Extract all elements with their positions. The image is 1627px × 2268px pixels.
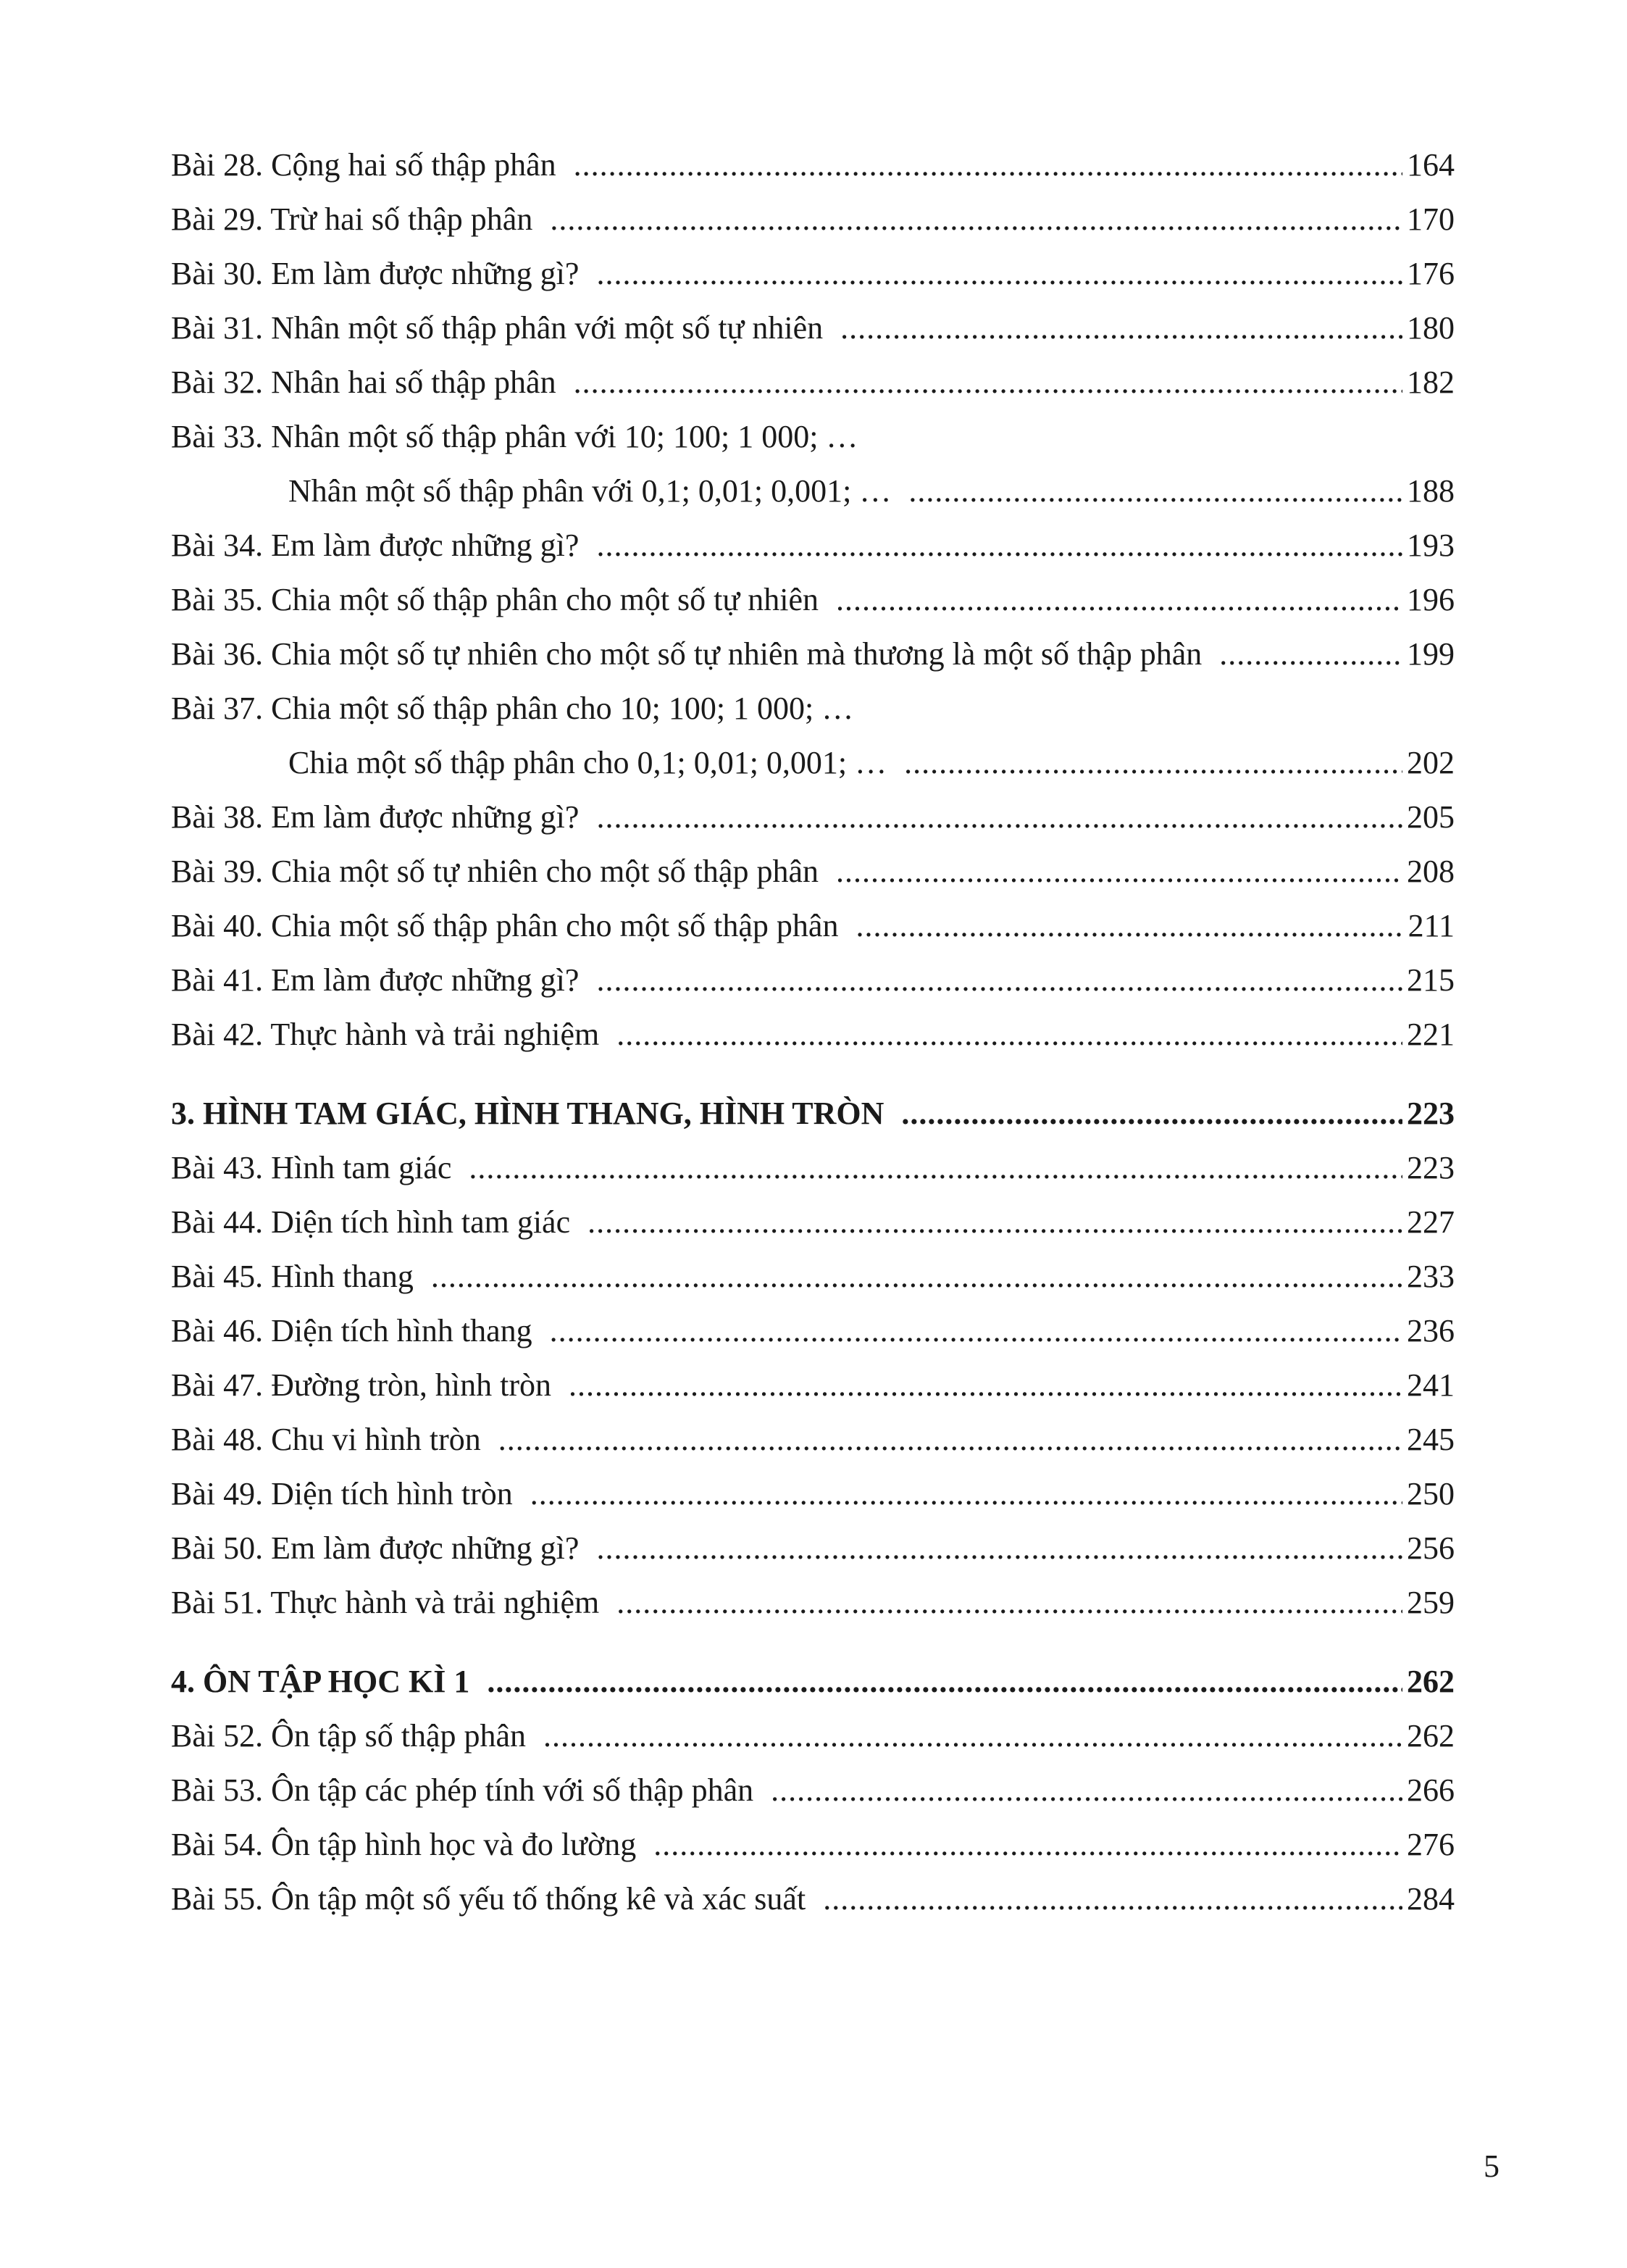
toc-entry: [171, 1249, 1455, 1304]
lesson-title: Trừ hai số thập phân: [270, 201, 533, 237]
toc-entry: [171, 355, 1455, 409]
lesson-title: Đường tròn, hình tròn: [271, 1367, 551, 1403]
lesson-number: Bài 33.: [171, 419, 264, 454]
toc-entry: [171, 1358, 1455, 1412]
section-title: 3. HÌNH TAM GIÁC, HÌNH THANG, HÌNH TRÒN: [171, 1096, 884, 1131]
dot-leader: [836, 572, 1402, 627]
toc-entry: [171, 1763, 1455, 1817]
lesson-number: Bài 51.: [171, 1585, 264, 1620]
page-ref: 180: [1407, 310, 1455, 346]
toc-section-heading: [171, 1086, 1455, 1141]
dot-leader: [543, 1709, 1402, 1763]
lesson-number: Bài 31.: [171, 310, 264, 346]
lesson-number: Bài 50.: [171, 1530, 264, 1566]
toc-entry: [171, 246, 1455, 301]
toc-entry: [171, 192, 1455, 246]
toc-entry: [171, 899, 1455, 953]
table-of-contents: [171, 138, 1455, 1926]
page-ref: 223: [1407, 1150, 1455, 1185]
page-ref: 205: [1407, 799, 1455, 835]
dot-leader: [569, 1358, 1402, 1412]
dot-leader: [498, 1412, 1402, 1467]
toc-entry: [171, 409, 1455, 464]
page-ref: 170: [1407, 201, 1455, 237]
dot-leader: [487, 1654, 1402, 1709]
toc-entry: [171, 1007, 1455, 1062]
page-ref: 164: [1407, 147, 1455, 183]
lesson-number: Bài 45.: [171, 1259, 264, 1294]
lesson-title: Hình tam giác: [271, 1150, 452, 1185]
lesson-title: Nhân một số thập phân với 10; 100; 1 000; …: [271, 419, 858, 454]
page-ref: 211: [1408, 908, 1455, 943]
toc-entry: [171, 138, 1455, 192]
dot-leader: [771, 1763, 1402, 1817]
lesson-number: Bài 47.: [171, 1367, 264, 1403]
lesson-title: Chia một số thập phân cho 0,1; 0,01; 0,001; …: [288, 745, 887, 780]
toc-entry: [171, 1304, 1455, 1358]
lesson-title: Em làm được những gì?: [271, 1530, 580, 1566]
toc-entry-text: [288, 464, 891, 518]
lesson-title: Chia một số tự nhiên cho một số thập phân: [271, 854, 819, 889]
lesson-title: Diện tích hình tam giác: [271, 1204, 571, 1240]
toc-entry-text: [171, 1654, 469, 1709]
toc-entry-text: [171, 953, 579, 1007]
dot-leader: [1219, 627, 1402, 681]
toc-entry: [171, 1872, 1455, 1926]
page-ref: 276: [1407, 1827, 1455, 1862]
lesson-title: Nhân hai số thập phân: [271, 364, 556, 400]
toc-entry-text: [171, 1467, 513, 1521]
toc-entry-text: [171, 355, 556, 409]
toc-entry: [171, 844, 1455, 899]
page-ref: 245: [1407, 1422, 1455, 1457]
lesson-number: Bài 32.: [171, 364, 264, 400]
page-ref: 196: [1407, 582, 1455, 617]
dot-leader: [596, 953, 1402, 1007]
dot-leader: [908, 464, 1402, 518]
toc-entry-text: [171, 138, 556, 192]
lesson-number: Bài 49.: [171, 1476, 264, 1512]
lesson-title: Diện tích hình thang: [271, 1313, 532, 1348]
lesson-title: Hình thang: [271, 1259, 414, 1294]
page-ref: 256: [1407, 1530, 1455, 1566]
dot-leader: [469, 1141, 1402, 1195]
lesson-number: Bài 35.: [171, 582, 264, 617]
dot-leader: [587, 1195, 1402, 1249]
lesson-title: Diện tích hình tròn: [271, 1476, 513, 1512]
toc-entry-text: [171, 790, 579, 844]
page-ref: 259: [1407, 1585, 1455, 1620]
lesson-number: Bài 55.: [171, 1881, 264, 1917]
lesson-number: Bài 41.: [171, 962, 264, 998]
toc-entry-text: [171, 572, 819, 627]
dot-leader: [616, 1007, 1402, 1062]
page-ref: 215: [1407, 962, 1455, 998]
lesson-number: Bài 30.: [171, 256, 264, 291]
lesson-title: Ôn tập một số yếu tố thống kê và xác suất: [271, 1881, 806, 1917]
toc-entry-text: [171, 1195, 570, 1249]
page-ref: 262: [1407, 1664, 1455, 1699]
lesson-title: Chia một số thập phân cho một số thập phân: [271, 908, 839, 943]
toc-entry: [171, 790, 1455, 844]
toc-entry: [171, 953, 1455, 1007]
toc-entry-text: [171, 1007, 599, 1062]
lesson-number: Bài 52.: [171, 1718, 264, 1754]
dot-leader: [530, 1467, 1402, 1521]
lesson-number: Bài 48.: [171, 1422, 264, 1457]
lesson-number: Bài 43.: [171, 1150, 264, 1185]
lesson-title: Chia một số thập phân cho một số tự nhiên: [271, 582, 819, 617]
toc-entry: [171, 518, 1455, 572]
lesson-title: Nhân một số thập phân với một số tự nhiên: [271, 310, 824, 346]
lesson-number: Bài 53.: [171, 1772, 264, 1808]
toc-entry-text: [171, 1086, 884, 1141]
lesson-number: Bài 40.: [171, 908, 264, 943]
section-title: 4. ÔN TẬP HỌC KÌ 1: [171, 1664, 470, 1699]
page-ref: 223: [1407, 1096, 1455, 1131]
lesson-title: Thực hành và trải nghiệm: [270, 1585, 600, 1620]
page-ref: 236: [1407, 1313, 1455, 1348]
toc-entry: [171, 1467, 1455, 1521]
toc-entry-text: [171, 246, 579, 301]
dot-leader: [616, 1575, 1402, 1630]
page-ref: 208: [1407, 854, 1455, 889]
page-ref: 250: [1407, 1476, 1455, 1512]
lesson-title: Ôn tập số thập phân: [271, 1718, 527, 1754]
page-ref: 193: [1407, 528, 1455, 563]
toc-entry: [171, 1575, 1455, 1630]
toc-entry-text: [171, 627, 1202, 681]
page-ref: 221: [1407, 1017, 1455, 1052]
toc-section-heading: [171, 1654, 1455, 1709]
toc-entry-text: [171, 192, 532, 246]
dot-leader: [856, 899, 1403, 953]
toc-entry-text: [171, 1872, 806, 1926]
page-ref: 266: [1407, 1772, 1455, 1808]
toc-entry-text: [288, 735, 887, 790]
toc-entry: [171, 1709, 1455, 1763]
toc-entry: [171, 1141, 1455, 1195]
page-ref: 241: [1407, 1367, 1455, 1403]
lesson-number: Bài 34.: [171, 528, 264, 563]
dot-leader: [653, 1817, 1402, 1872]
dot-leader: [550, 192, 1402, 246]
lesson-number: Bài 38.: [171, 799, 264, 835]
toc-entry-text: [171, 1521, 579, 1575]
lesson-title: Cộng hai số thập phân: [271, 147, 556, 183]
toc-entry-text: [171, 301, 823, 355]
toc-entry-text: [171, 1817, 636, 1872]
toc-entry-text: [171, 899, 838, 953]
dot-leader: [431, 1249, 1402, 1304]
page-ref: 284: [1407, 1881, 1455, 1917]
toc-entry-text: [171, 1412, 481, 1467]
toc-entry: [171, 1412, 1455, 1467]
toc-entry: [171, 627, 1455, 681]
toc-entry-text: [171, 409, 858, 464]
page-ref: 202: [1407, 745, 1455, 780]
lesson-number: Bài 37.: [171, 691, 264, 726]
toc-entry: [171, 1521, 1455, 1575]
toc-entry-text: [171, 844, 819, 899]
dot-leader: [904, 735, 1402, 790]
dot-leader: [596, 1521, 1402, 1575]
lesson-title: Ôn tập hình học và đo lường: [271, 1827, 637, 1862]
page-ref: 182: [1407, 364, 1455, 400]
page-ref: 227: [1407, 1204, 1455, 1240]
toc-entry-text: [171, 1709, 526, 1763]
toc-entry-text: [171, 518, 579, 572]
page-ref: 262: [1407, 1718, 1455, 1754]
toc-entry-text: [171, 1141, 451, 1195]
page-ref: 199: [1407, 636, 1455, 672]
toc-entry: [171, 301, 1455, 355]
toc-entry: [171, 1195, 1455, 1249]
dot-leader: [823, 1872, 1402, 1926]
dot-leader: [596, 246, 1402, 301]
lesson-number: Bài 46.: [171, 1313, 264, 1348]
lesson-number: Bài 42.: [171, 1017, 264, 1052]
toc-entry-text: [171, 1249, 414, 1304]
lesson-number: Bài 44.: [171, 1204, 264, 1240]
page-ref: 176: [1407, 256, 1455, 291]
toc-entry-text: [171, 1304, 532, 1358]
toc-entry-text: [171, 1358, 551, 1412]
lesson-number: Bài 28.: [171, 147, 264, 183]
lesson-number: Bài 36.: [171, 636, 264, 672]
dot-leader: [596, 790, 1402, 844]
lesson-title: Nhân một số thập phân với 0,1; 0,01; 0,001; …: [288, 473, 892, 509]
lesson-title: Ôn tập các phép tính với số thập phân: [271, 1772, 754, 1808]
dot-leader: [836, 844, 1402, 899]
lesson-number: Bài 29.: [171, 201, 264, 237]
dot-leader: [574, 355, 1402, 409]
toc-entry-continuation: [171, 735, 1455, 790]
page-ref: 188: [1407, 473, 1455, 509]
lesson-title: Em làm được những gì?: [271, 799, 580, 835]
lesson-title: Em làm được những gì?: [271, 256, 580, 291]
page-ref: 233: [1407, 1259, 1455, 1294]
lesson-number: Bài 54.: [171, 1827, 264, 1862]
toc-entry: [171, 1817, 1455, 1872]
lesson-title: Thực hành và trải nghiệm: [270, 1017, 600, 1052]
lesson-title: Chu vi hình tròn: [271, 1422, 481, 1457]
lesson-number: Bài 39.: [171, 854, 264, 889]
lesson-title: Em làm được những gì?: [271, 528, 580, 563]
lesson-title: Chia một số tự nhiên cho một số tự nhiên mà thương là một số thập phân: [271, 636, 1203, 672]
toc-entry-text: [171, 1575, 599, 1630]
dot-leader: [901, 1086, 1402, 1141]
toc-entry-text: [171, 681, 853, 735]
lesson-title: Em làm được những gì?: [271, 962, 580, 998]
page-number: 5: [1484, 2148, 1500, 2184]
dot-leader: [840, 301, 1402, 355]
toc-entry-text: [171, 1763, 753, 1817]
lesson-title: Chia một số thập phân cho 10; 100; 1 000; …: [271, 691, 854, 726]
dot-leader: [574, 138, 1402, 192]
toc-entry-continuation: [171, 464, 1455, 518]
toc-entry: [171, 572, 1455, 627]
dot-leader: [550, 1304, 1402, 1358]
toc-entry: [171, 681, 1455, 735]
dot-leader: [596, 518, 1402, 572]
